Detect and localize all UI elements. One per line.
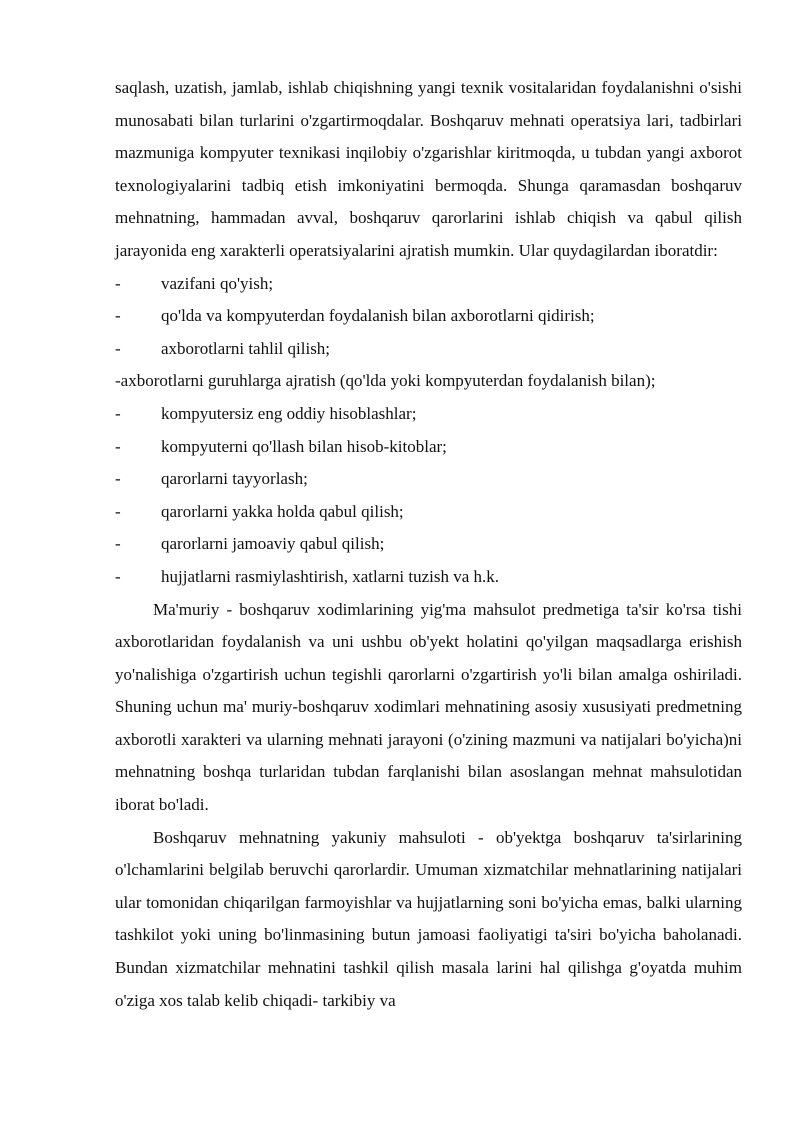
list-item-text: qo'lda va kompyuterdan foydalanish bilan axborotlarni qidirish; [161,306,595,326]
list-item [115,431,742,464]
list-dash: - [115,566,121,586]
list-item-text: -axborotlarni guruhlarga ajratish (qo'lda yoki kompyuterdan foydalanish bilan); [115,371,656,391]
list-dash: - [115,338,121,358]
list-item [115,300,742,333]
list-item-text: hujjatlarni rasmiylashtirish, xatlarni tuzish va h.k. [161,566,500,586]
list-dash: - [115,534,121,554]
list-item-text: kompyutersiz eng oddiy hisoblashlar; [161,403,417,423]
intro-paragraph: saqlash, uzatish, jamlab, ishlab chiqishning yangi texnik vositalaridan foydalanishni o'sishi munosabati bilan turlarini o'zgartirmoqdalar. Boshqaruv mehnati operatsiya lari, tadbirlari mazmuniga kompyuter texnikasi inqilobiy o'zgarishlar kiritmoqda, u tubdan yangi axborot texnologiyalarini tadbiq etish imkoniyatini bermoqda. Shunga qaramasdan boshqaruv mehnatning, hammadan avval, boshqaruv qarorlarini ishlab chiqish va qabul qilish jarayonida eng xarakterli operatsiyalarini ajratish mumkin. Ular quydagilardan iboratdir: [115,78,742,260]
list-dash: - [115,273,121,293]
list-item [115,365,742,398]
document-page [115,72,742,1017]
list-item-text: kompyuterni qo'llash bilan hisob-kitoblar; [161,436,447,456]
list-item [115,268,742,301]
list-item-text: qarorlarni jamoaviy qabul qilish; [161,534,385,554]
list-item [115,398,742,431]
list-item [115,333,742,366]
list-dash: - [115,306,121,326]
list-item-text: qarorlarni yakka holda qabul qilish; [161,501,404,521]
list-dash: - [115,403,121,423]
list-item [115,528,742,561]
list-item-text: qarorlarni tayyorlash; [161,469,308,489]
operations-list [115,268,742,594]
list-dash: - [115,501,121,521]
body-paragraph-administrative: Ma'muriy - boshqaruv xodimlarining yig'ma mahsulot predmetiga ta'sir ko'rsa tishi axborotlaridan foydalanish va uni ushbu ob'yekt holatini qo'yilgan maqsadlarga erishish yo'nalishiga o'zgartirish uchun tegishli qarorlarni o'zgartirish yo'li bilan amalga oshiriladi. Shuning uchun ma' muriy-boshqaruv xodimlari mehnatining asosiy xususiyati predmetning axborotli xarakteri va ularning mehnati jarayoni (o'zining mazmuni va natijalari bo'yicha)ni mehnatning boshqa turlaridan tubdan farqlanishi bilan asoslangan mehnat mahsulotidan iborat bo'ladi. [115,599,742,815]
list-item [115,463,742,496]
list-item [115,561,742,594]
list-dash: - [115,469,121,489]
list-item-text: axborotlarni tahlil qilish; [161,338,331,358]
list-dash: - [115,436,121,456]
list-item [115,496,742,529]
list-item-text: vazifani qo'yish; [161,273,274,293]
body-paragraph-final-product: Boshqaruv mehnatning yakuniy mahsuloti - ob'yektga boshqaruv ta'sirlarining o'lchamlarini belgilab beruvchi qarorlardir. Umuman xizmatchilar mehnatlarining natijalari ular tomonidan chiqarilgan farmoyishlar va hujjatlarning soni bo'yicha emas, balki ularning tashkilot yoki uning bo'linmasining butun jamoasi faoliyatigi ta'siri bo'yicha baholanadi. Bundan xizmatchilar mehnatini tashkil qilish masala larini hal qilishga g'oyatda muhim o'ziga xos talab kelib chiqadi- tarkibiy va [115,827,742,1010]
